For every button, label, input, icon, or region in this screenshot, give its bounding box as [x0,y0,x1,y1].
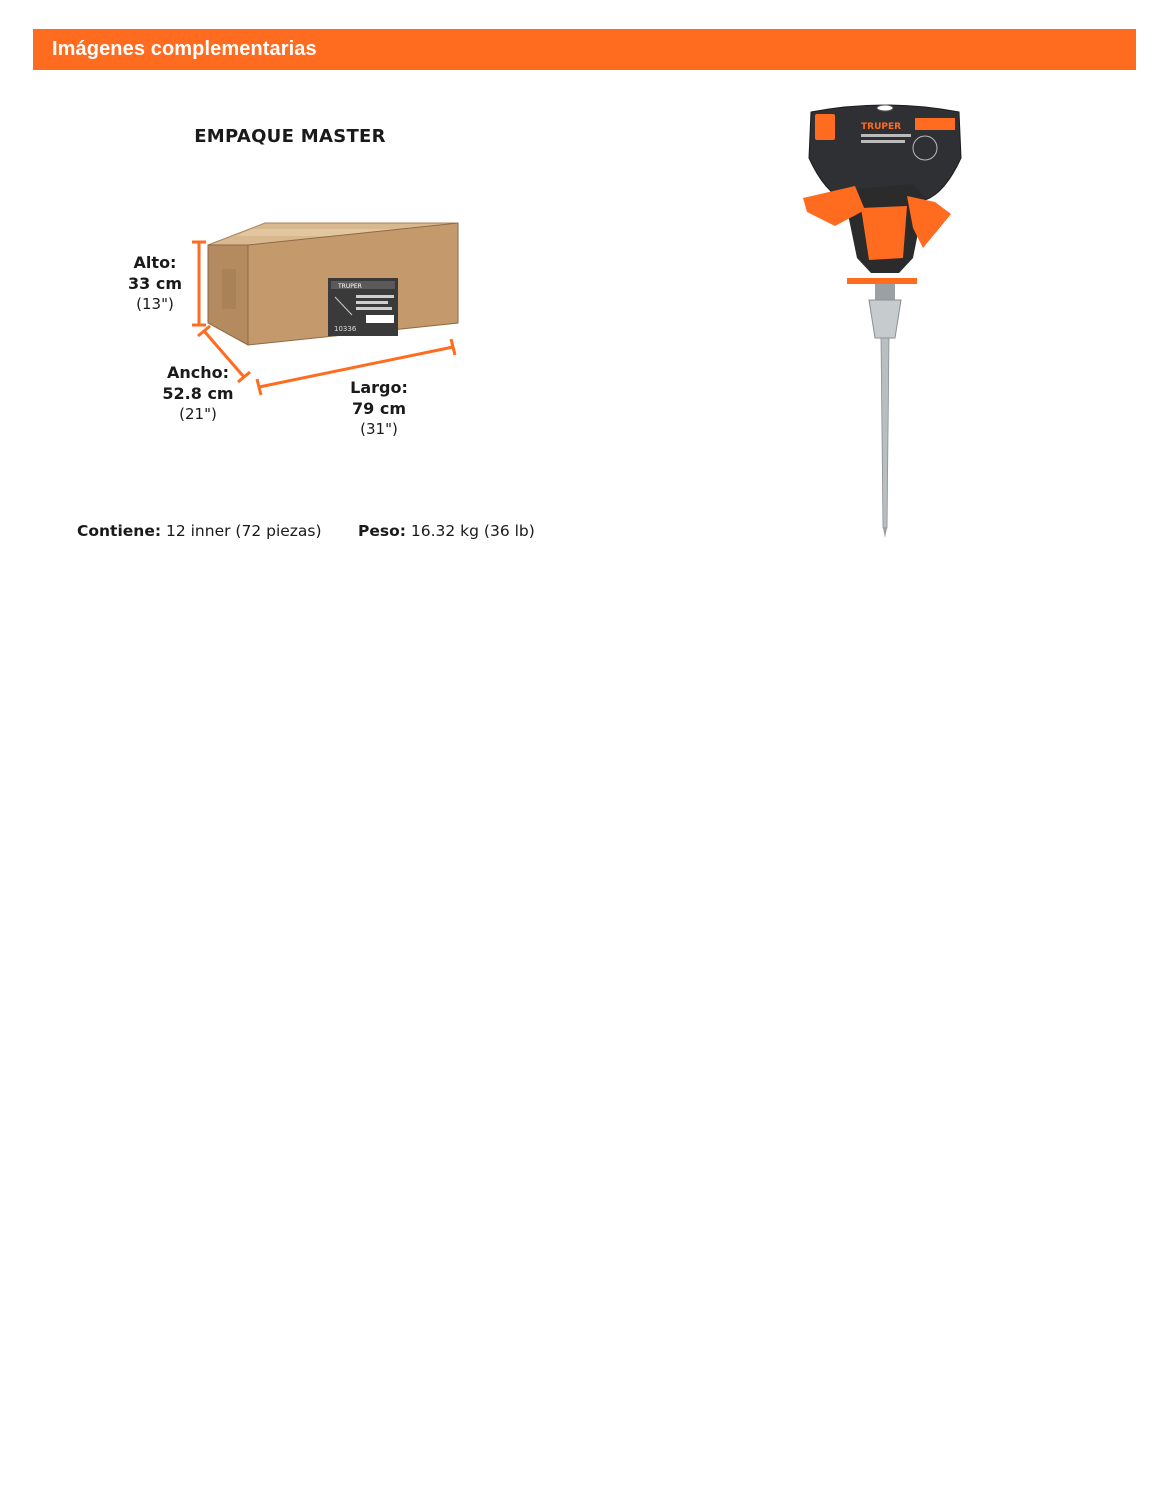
width-value: 52.8 cm [162,384,234,403]
contains-value: 12 inner (72 piezas) [161,522,322,540]
weight-label: Peso: [358,522,406,540]
sprinkler-spike [881,338,889,528]
height-arrow [192,242,206,325]
width-imperial: (21") [179,405,217,423]
height-label: Alto: [133,253,177,272]
box-label-code: 10336 [334,325,357,333]
length-imperial: (31") [360,420,398,438]
box-label-brand: TRUPER [338,283,362,290]
length-value: 79 cm [352,399,406,418]
contains-info [77,522,322,540]
contains-label: Contiene: [77,522,162,540]
section-header-title: Imágenes complementarias [52,38,317,60]
width-dimension [152,362,244,425]
product-image [795,98,975,543]
length-label: Largo: [350,378,408,397]
width-label: Ancho: [166,363,230,382]
length-dimension [341,377,417,440]
product-brand: TRUPER [861,122,902,132]
height-dimension [118,252,192,315]
height-value: 33 cm [128,274,182,293]
height-imperial: (13") [136,295,174,313]
section-header [33,29,1136,70]
weight-value: 16.32 kg (36 lb) [405,522,535,540]
weight-info [358,522,535,540]
master-pack-title: EMPAQUE MASTER [194,126,386,147]
